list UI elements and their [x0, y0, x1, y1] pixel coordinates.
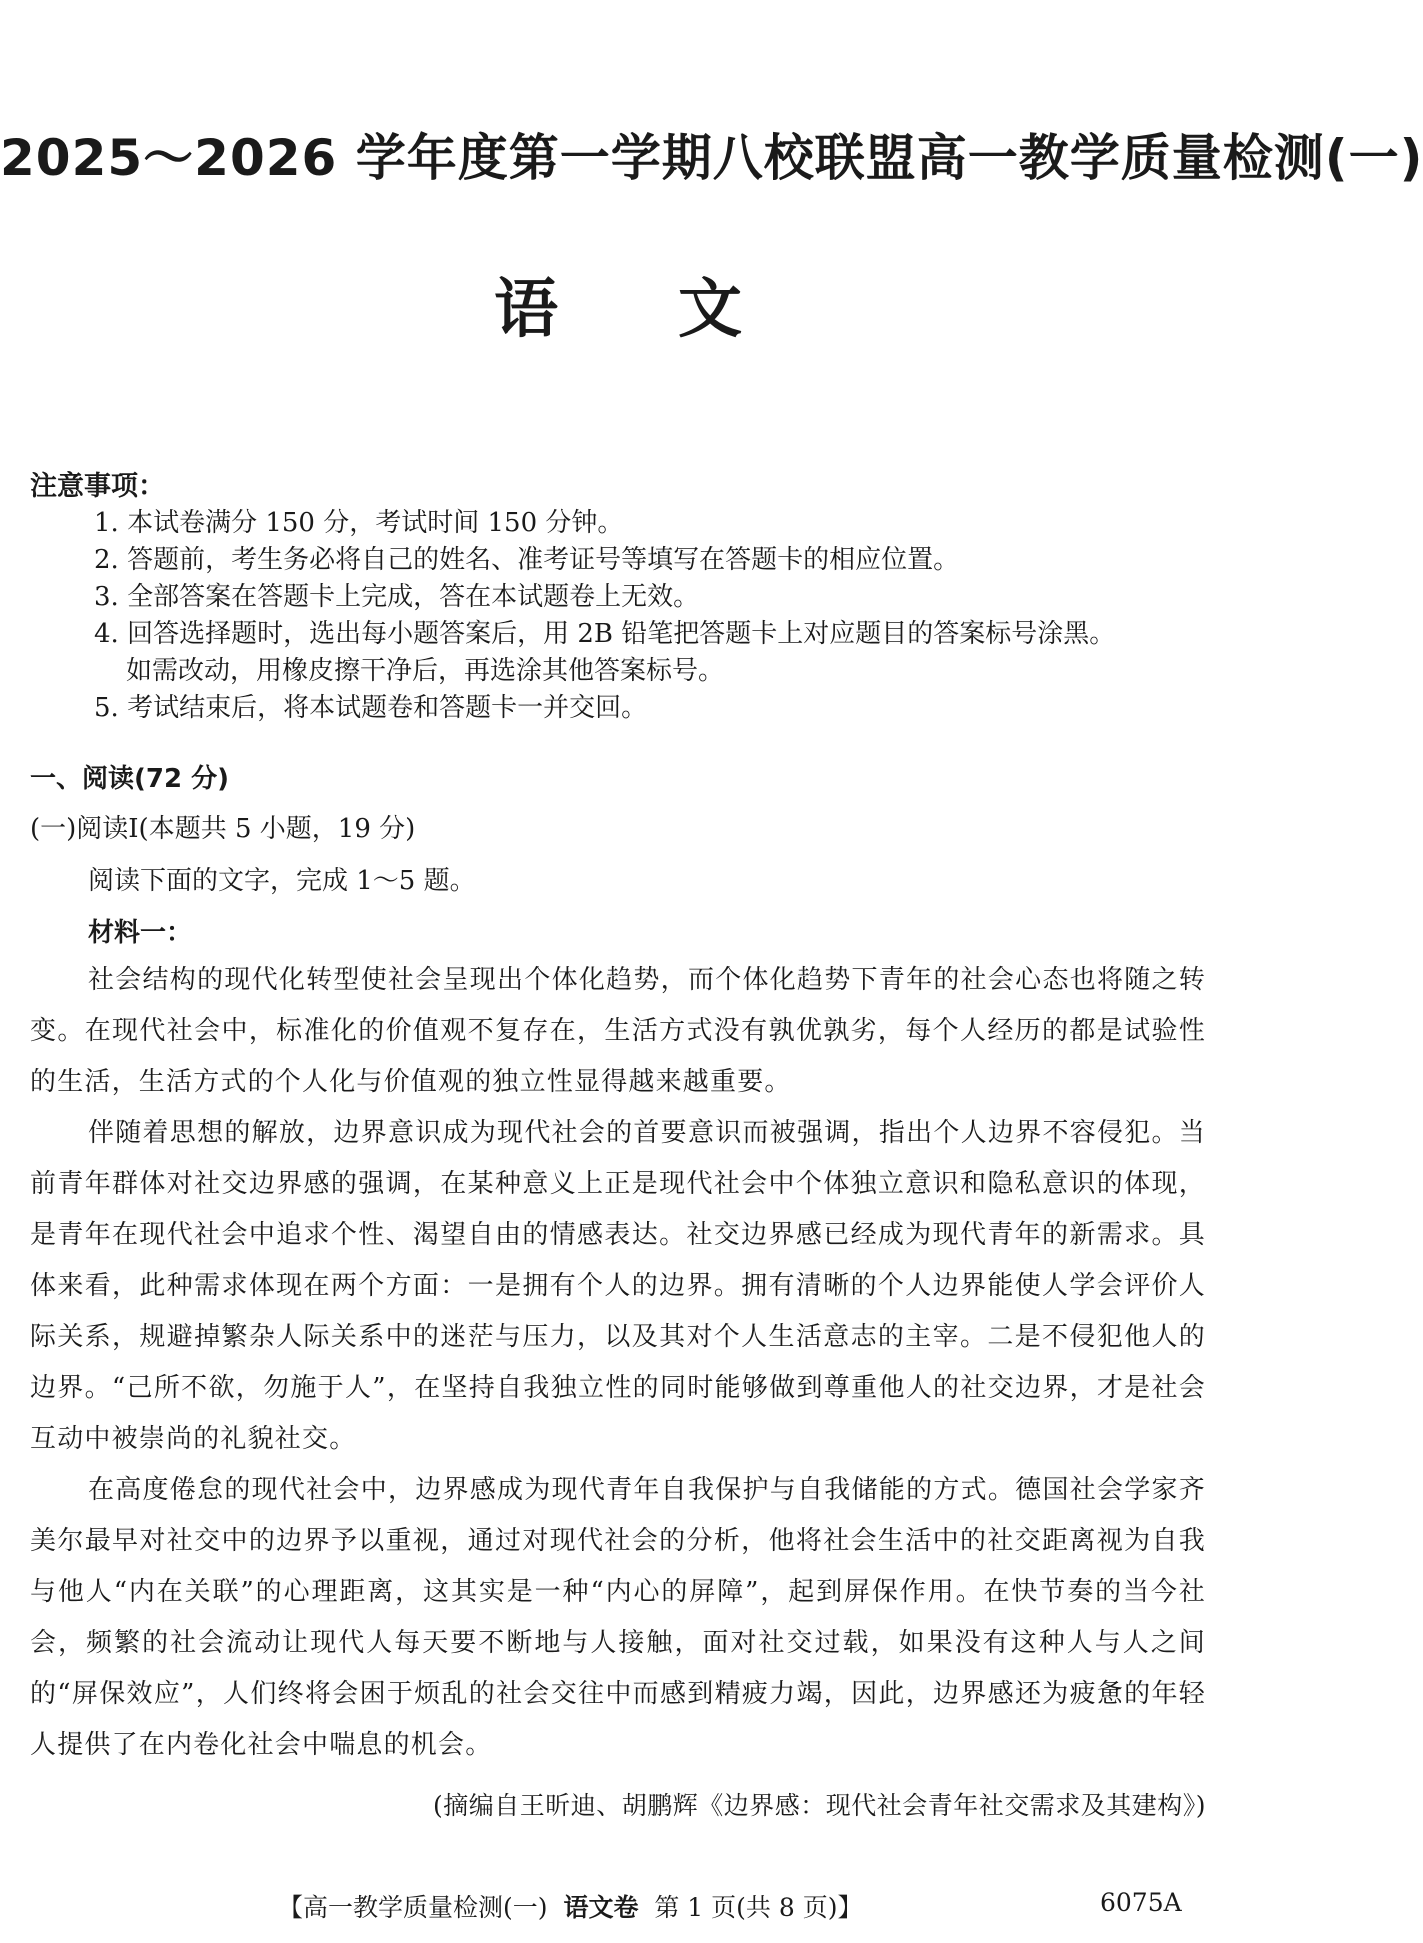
notice-list [94, 505, 1214, 727]
notice-item: 1. 本试卷满分 150 分，考试时间 150 分钟。 [94, 508, 624, 538]
material-label: 材料一： [88, 918, 193, 948]
paragraph: 伴随着思想的解放，边界意识成为现代社会的首要意识而被强调，指出个人边界不容侵犯。当前青年群体对社交边界感的强调，在某种意义上正是现代社会中个体独立意识和隐私意识的体现，是青年在现代社会中追求个性、渴望自由的情感表达。社交边界感已经成为现代青年的新需求。具体来看，此种需求体现在两个方面：一是拥有个人的边界。拥有清晰的个人边界能使人学会评价人际关系，规避掉繁杂人际关系中的迷茫与压力，以及其对个人生活意志的主宰。二是不侵犯他人的边界。“己所不欲，勿施于人”，在坚持自我独立性的同时能够做到尊重他人的社交边界，才是社会互动中被崇尚的礼貌社交。 [30, 1118, 1206, 1454]
section-subheading: (一)阅读Ⅰ(本题共 5 小题，19 分) [30, 814, 416, 844]
footer-info [278, 1888, 862, 1924]
footer-paper: 语文卷 [563, 1893, 639, 1922]
footer-exam: 高一教学质量检测(一) [303, 1893, 548, 1922]
paper-code: 6075A [1100, 1888, 1182, 1917]
exam-title: 2025～2026 学年度第一学期八校联盟高一教学质量检测(一) [0, 129, 1423, 187]
paragraph: 在高度倦怠的现代社会中，边界感成为现代青年自我保护与自我储能的方式。德国社会学家齐美尔最早对社交中的边界予以重视，通过对现代社会的分析，他将社会生活中的社交距离视为自我与他人“内在关联”的心理距离，这其实是一种“内心的屏障”，起到屏保作用。在快节奏的当今社会，频繁的社会流动让现代人每天要不断地与人接触，面对社交过载，如果没有这种人与人之间的“屏保效应”，人们终将会困于烦乱的社会交往中而感到精疲力竭，因此，边界感还为疲惫的年轻人提供了在内卷化社会中喘息的机会。 [30, 1475, 1206, 1760]
material-text [30, 955, 1206, 1771]
notice-item: 2. 答题前，考生务必将自己的姓名、准考证号等填写在答题卡的相应位置。 [94, 545, 960, 575]
footer-page: 第 1 页(共 8 页) [654, 1893, 838, 1922]
paragraph: 社会结构的现代化转型使社会呈现出个体化趋势，而个体化趋势下青年的社会心态也将随之转变。在现代社会中，标准化的价值观不复存在，生活方式没有孰优孰劣，每个人经历的都是试验性的生活，生活方式的个人化与价值观的独立性显得越来越重要。 [30, 965, 1206, 1097]
notice-heading: 注意事项： [30, 471, 165, 502]
notice-item-continuation: 如需改动，用橡皮擦干净后，再选涂其他答案标号。 [126, 656, 725, 686]
footer-bracket-left: 【 [278, 1893, 304, 1922]
notice-item: 3. 全部答案在答题卡上完成，答在本试题卷上无效。 [94, 582, 700, 612]
notice-item: 4. 回答选择题时，选出每小题答案后，用 2B 铅笔把答题卡上对应题目的答案标号涂黑。 [94, 619, 1116, 649]
footer-bracket-right: 】 [837, 1893, 863, 1922]
source-citation: (摘编自王昕迪、胡鹏辉《边界感：现代社会青年社交需求及其建构》) [432, 1791, 1206, 1820]
notice-item: 5. 考试结束后，将本试题卷和答题卡一并交回。 [94, 693, 648, 723]
section-heading: 一、阅读(72 分) [30, 764, 229, 794]
reading-instruction: 阅读下面的文字，完成 1～5 题。 [88, 866, 476, 896]
subject-title: 语文 [494, 273, 862, 347]
